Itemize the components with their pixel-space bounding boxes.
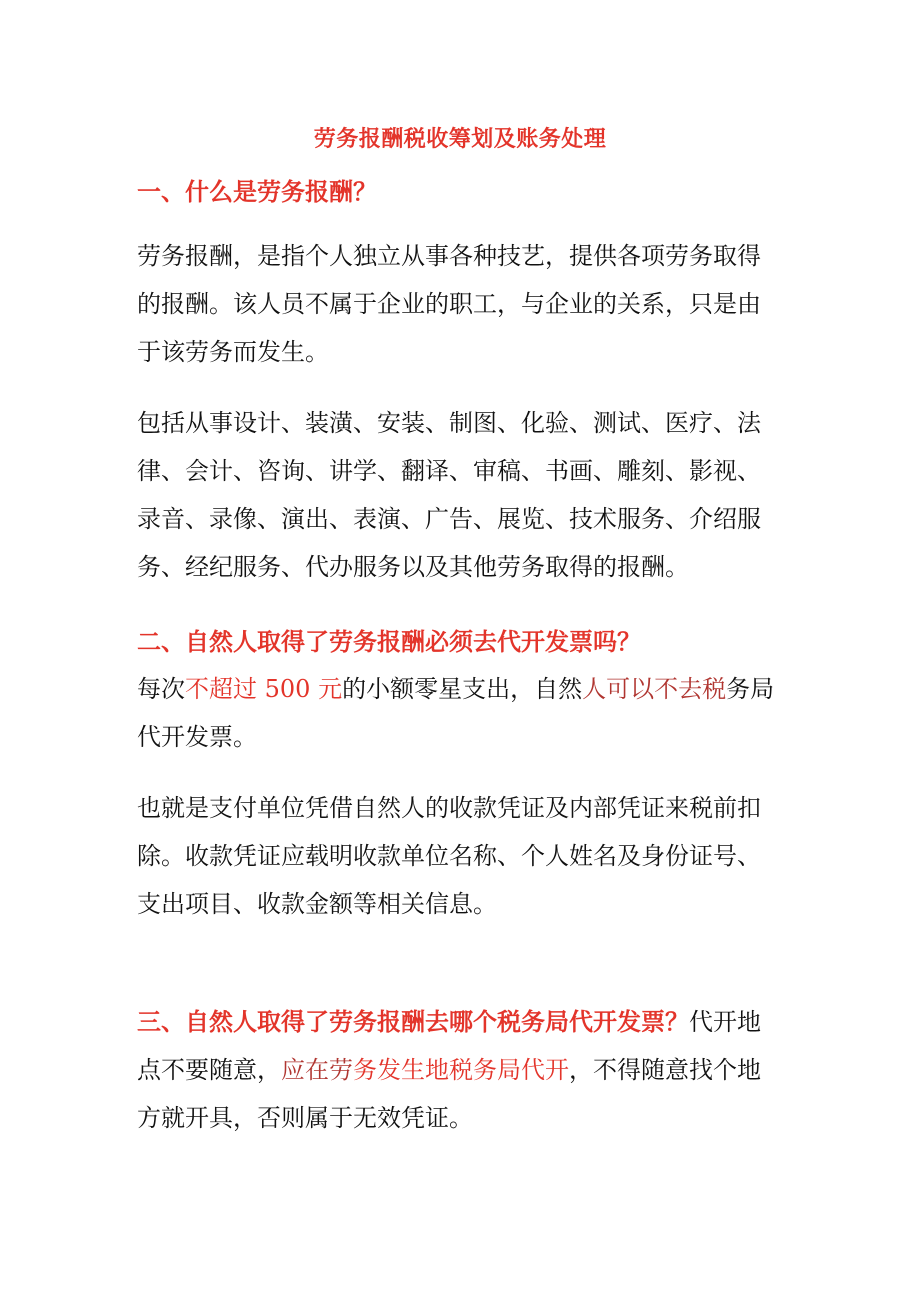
section-2-heading: 二、自然人取得了劳务报酬必须去代开发票吗？ (137, 628, 641, 656)
paragraph-line: 务、经纪服务、代办服务以及其他劳务取得的报酬。 (137, 553, 689, 581)
text-segment: 务局 (726, 675, 775, 703)
paragraph-line: 劳务报酬，是指个人独立从事各种技艺，提供各项劳务取得 (137, 242, 761, 270)
section-1-heading: 一、什么是劳务报酬？ (137, 178, 377, 206)
paragraph-line: 律、会计、咨询、讲学、翻译、审稿、书画、雕刻、影视、 (137, 457, 761, 485)
section-2-paragraph-1 (137, 665, 797, 761)
paragraph-line: 除。收款凭证应载明收款单位名称、个人姓名及身份证号、 (137, 842, 761, 870)
highlight-text: 应在劳 (281, 1056, 353, 1084)
paragraph-line: 于该劳务而发生。 (137, 338, 329, 366)
highlight-unit: 元 (318, 675, 343, 703)
paragraph-line: 方就开具，否则属于无效凭证。 (137, 1104, 473, 1132)
paragraph-line: 的报酬。该人员不属于企业的职工，与企业的关系，只是由 (137, 290, 761, 318)
text-segment: 点不要随意， (137, 1056, 281, 1084)
paragraph-line (137, 665, 797, 713)
highlight-text: 不超过 (185, 675, 257, 703)
section-2-paragraph-2 (137, 784, 797, 928)
text-segment: 的小额零星支出，自然 (342, 675, 583, 703)
document-title: 劳务报酬税收筹划及账务处理 (313, 127, 607, 152)
section-3-paragraph (137, 998, 797, 1142)
highlight-text: 务发生地税务局代开 (353, 1056, 569, 1084)
paragraph-line (137, 1046, 797, 1094)
text-segment: 每次 (137, 675, 185, 703)
section-1-paragraph-2 (137, 399, 797, 591)
paragraph-line: 代开发票。 (137, 723, 257, 751)
text-segment: 代开地 (689, 1008, 761, 1036)
paragraph-line: 支出项目、收款金额等相关信息。 (137, 890, 497, 918)
paragraph-line: 包括从事设计、装潢、安装、制图、化验、测试、医疗、法 (137, 409, 761, 437)
paragraph-line (137, 998, 797, 1046)
text-segment: ，不得随意找个地 (569, 1056, 761, 1084)
section-1-paragraph-1 (137, 232, 797, 376)
paragraph-line: 也就是支付单位凭借自然人的收款凭证及内部凭证来税前扣 (137, 794, 761, 822)
section-3-heading: 三、自然人取得了劳务报酬去哪个税务局代开发票？ (137, 1008, 689, 1036)
highlight-text: 人可以不去税 (582, 675, 727, 703)
paragraph-line: 录音、录像、演出、表演、广告、展览、技术服务、介绍服 (137, 505, 761, 533)
highlight-amount: 500 (257, 675, 319, 703)
